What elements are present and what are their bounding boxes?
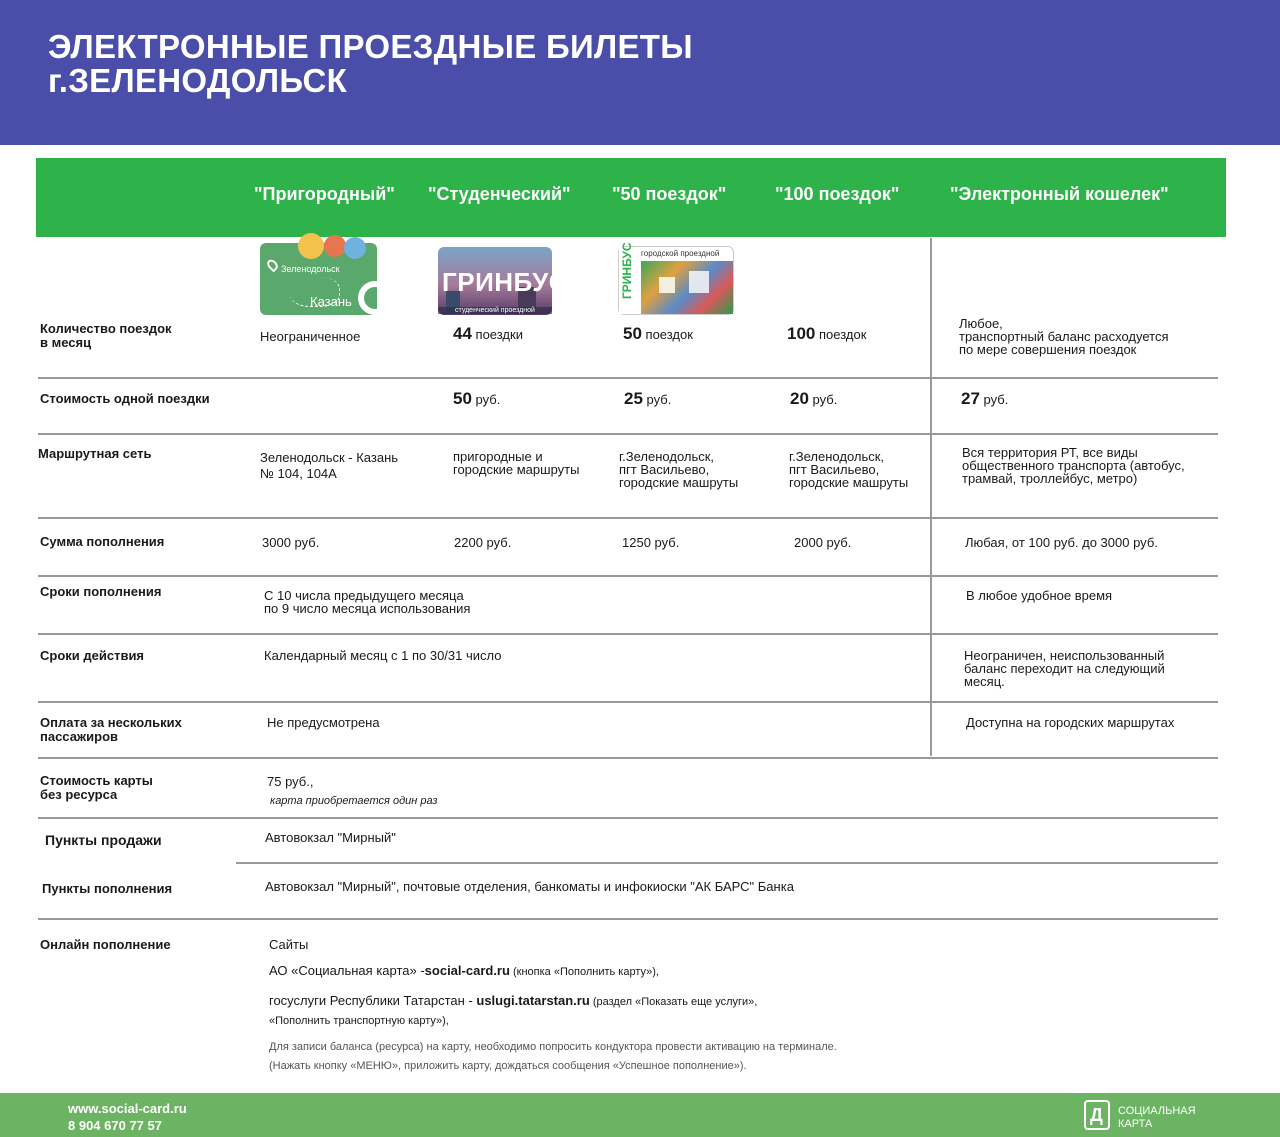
social-card-logo-icon: Д [1084,1100,1110,1130]
row-divider [38,817,1218,819]
row-divider [38,575,1218,577]
row-label-topup-dates: Сроки пополнения [40,584,162,599]
row-divider [38,377,1218,379]
cell-price-100: 20 руб. [790,389,838,408]
online-note-activation: Для записи баланса (ресурса) на карту, необходимо попросить кондуктора провести активацию на терминале. [269,1041,837,1053]
cell-topup-sum-100: 2000 руб. [794,535,852,550]
row-label-topup-points: Пункты пополнения [42,881,173,896]
cell-routes-50: г.Зеленодольск, пгт Васильево, городские машруты [619,449,739,490]
cell-topup-sum-suburban: 3000 руб. [262,535,320,550]
cell-trips-50: 50 поездок [623,324,693,343]
row-divider [38,701,1218,703]
card-image-student [438,247,569,315]
cell-trips-student: 44 поездки [453,324,523,343]
map-pin-icon [265,258,280,273]
card-subtitle: городской проездной [641,249,720,258]
cell-trips-wallet: Любое, транспортный баланс расходуется по мере совершения поездок [959,316,1169,357]
card-subtitle: студенческий проездной [438,307,552,314]
row-divider [236,862,1218,864]
page-title: ЭЛЕКТРОННЫЕ ПРОЕЗДНЫЕ БИЛЕТЫ [48,28,693,65]
online-line-gosuslugi-cont: «Пополнить транспортную карту»), [269,1015,449,1027]
cell-topup-sum-wallet: Любая, от 100 руб. до 3000 руб. [965,535,1158,550]
row-label-topup-sum: Сумма пополнения [40,534,165,549]
cell-card-cost: 75 руб., [267,774,314,789]
page-subtitle-city: г.ЗЕЛЕНОДОЛЬСК [48,62,348,99]
cell-sale-points: Автовокзал "Мирный" [265,830,396,845]
footer-website[interactable]: www.social-card.ru [68,1101,187,1116]
column-header-100-trips: "100 поездок" [775,184,900,204]
footer-phone: 8 904 670 77 57 [68,1118,162,1133]
row-label-price: Стоимость одной поездки [40,391,210,406]
row-divider [38,633,1218,635]
cell-multi-pay-main: Не предусмотрена [267,715,380,730]
row-label-routes: Маршрутная сеть [38,446,152,461]
row-divider [38,918,1218,920]
cell-routes-100: г.Зеленодольск, пгт Васильево, городские машруты [789,449,909,490]
card-image-suburban [260,243,377,315]
footer-logo-text-2: КАРТА [1118,1118,1153,1130]
row-divider [38,517,1218,519]
cell-topup-points: Автовокзал "Мирный", почтовые отделения, банкоматы и инфокиоски "АК БАРС" Банка [265,879,794,894]
column-header-e-wallet: "Электронный кошелек" [950,184,1169,204]
cell-validity-main: Календарный месяц с 1 по 30/31 число [264,648,502,663]
row-label-card-cost: Стоимость карты без ресурса [40,773,153,802]
cell-trips-100: 100 поездок [787,324,867,343]
row-divider [38,433,1218,435]
card-image-city [618,242,734,315]
online-line-gosuslugi: госуслуги Республики Татарстан - uslugi.tatarstan.ru (раздел «Показать еще услуги», [269,993,758,1008]
cell-price-wallet: 27 руб. [961,389,1009,408]
column-header-50-trips: "50 поездок" [612,184,727,204]
online-line-social-card: АО «Социальная карта» -social-card.ru (кнопка «Пополнить карту»), [269,963,659,978]
cell-routes-student: пригородные и городские маршруты [453,449,580,477]
row-label-trips: Количество поездок в месяц [40,321,172,350]
page-footer [0,1093,1280,1137]
cell-topup-dates-wallet: В любое удобное время [966,588,1113,603]
row-divider [38,757,1218,759]
link-social-card[interactable]: social-card.ru [424,963,510,978]
card-brand: ГРИНБУС [620,242,634,299]
cell-card-cost-note: карта приобретается один раз [270,795,438,807]
cell-price-student: 50 руб. [453,389,501,408]
card-text-origin: Зеленодольск [281,264,340,274]
cell-routes-wallet: Вся территория РТ, все виды общественного транспорта (автобус, трамвай, троллейбус, метро) [962,445,1185,486]
online-sites-label: Сайты [269,937,309,952]
footer-logo-text-1: СОЦИАЛЬНАЯ [1118,1105,1196,1117]
row-label-online: Онлайн пополнение [40,937,171,952]
cell-topup-sum-50: 1250 руб. [622,535,680,550]
cell-multi-pay-wallet: Доступна на городских маршрутах [966,715,1175,730]
column-divider [930,238,932,756]
cell-routes-suburban: Зеленодольск - Казань № 104, 104А [260,450,399,481]
link-uslugi-tatarstan[interactable]: uslugi.tatarstan.ru [476,993,590,1008]
cell-validity-wallet: Неограничен, неиспользованный баланс переходит на следующий месяц. [964,648,1165,689]
cell-topup-sum-student: 2200 руб. [454,535,512,550]
card-text-destination: Казань [310,294,352,309]
row-label-multi-pay: Оплата за нескольких пассажиров [40,715,182,744]
online-note-instructions: (Нажать кнопку «МЕНЮ», приложить карту, дождаться сообщения «Успешное пополнение»). [269,1060,747,1072]
column-header-suburban: "Пригородный" [254,184,395,204]
card-brand: ГРИНБУС [442,267,569,297]
page-header [0,0,1280,145]
row-label-sale-points: Пункты продажи [45,832,162,848]
cell-trips-suburban: Неограниченное [260,329,361,344]
row-label-validity: Сроки действия [40,648,145,663]
column-header-student: "Студенческий" [428,184,571,204]
cell-price-50: 25 руб. [624,389,672,408]
cell-topup-dates-main: С 10 числа предыдущего месяца по 9 число месяца использования [264,588,471,616]
